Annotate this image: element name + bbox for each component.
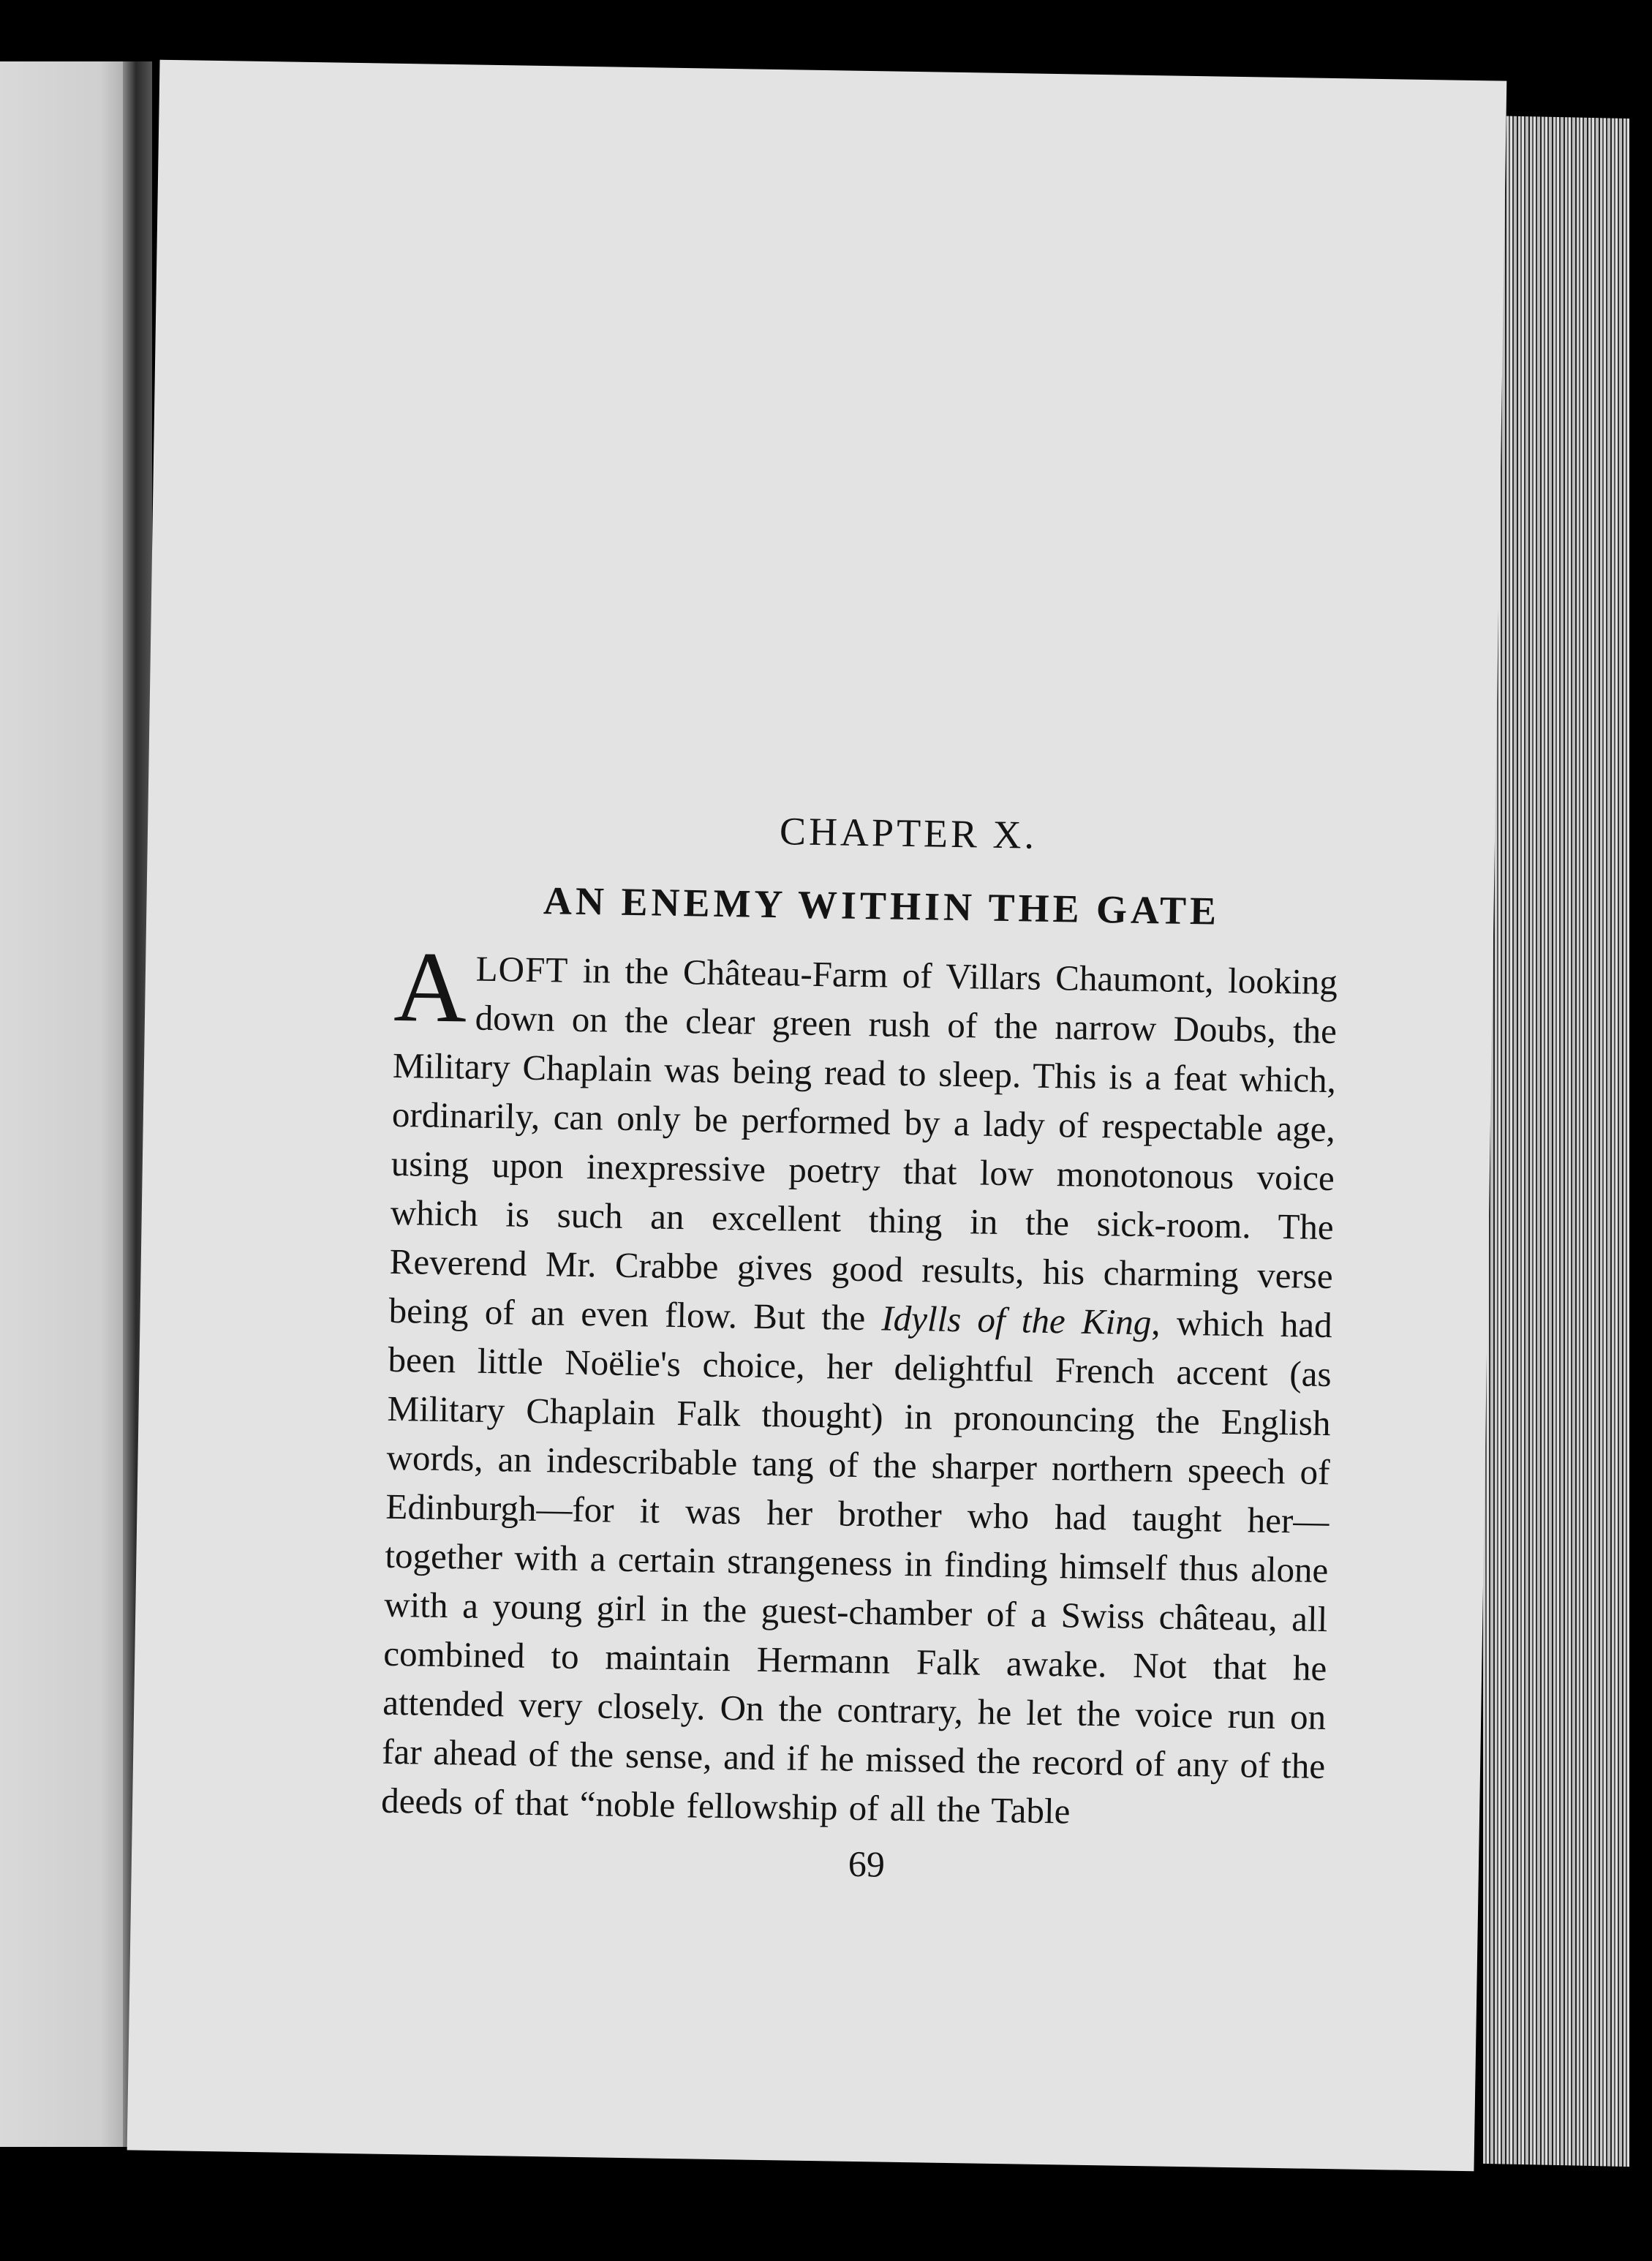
book-page [127, 60, 1507, 2172]
page-text-block [380, 802, 1340, 1892]
chapter-number: CHAPTER X. [779, 809, 1038, 857]
lead-word: LOFT [475, 948, 569, 990]
body-text-part-1: in the Château-Farm of Villars Chaumont, looking down on the clear green rush of the narrow Doubs, the Military Chaplain was being read to sleep. This is a feat which, ordinarily, can only be performed by a lady of respectable age, using upon inexpressive poetry that low monotonous voice which is such an excellent thing in the sick-room. The Reverend Mr. Crabbe gives good results, his charming verse being of an even flow. But the [388, 949, 1338, 1339]
body-paragraph [380, 930, 1338, 1840]
page-edges [1483, 116, 1629, 2167]
left-page-edge [0, 61, 143, 2147]
page-number: 69 [848, 1843, 886, 1885]
chapter-title: AN ENEMY WITHIN THE GATE [543, 879, 1221, 933]
body-text-part-2: , which had been little Noëlie's choice, her delightful French accent (as Military Chaplain Falk thought) in pronouncing the English words, an indescribable tang of the sharper northern speech of Edinburgh—for it was her brother who had taught her—together with a certain strangeness in finding himself thus alone with a young girl in the guest-chamber of a Swiss château, all combined to maintain Hermann Falk awake. Not that he attended very closely. On the contrary, he let the voice run on far ahead of the sense, and if he missed the record of any of the deeds of that “noble fellowship of all the Table [380, 1302, 1333, 1832]
drop-cap: A [393, 930, 468, 1044]
book-title-italic: Idylls of the King [881, 1298, 1152, 1343]
